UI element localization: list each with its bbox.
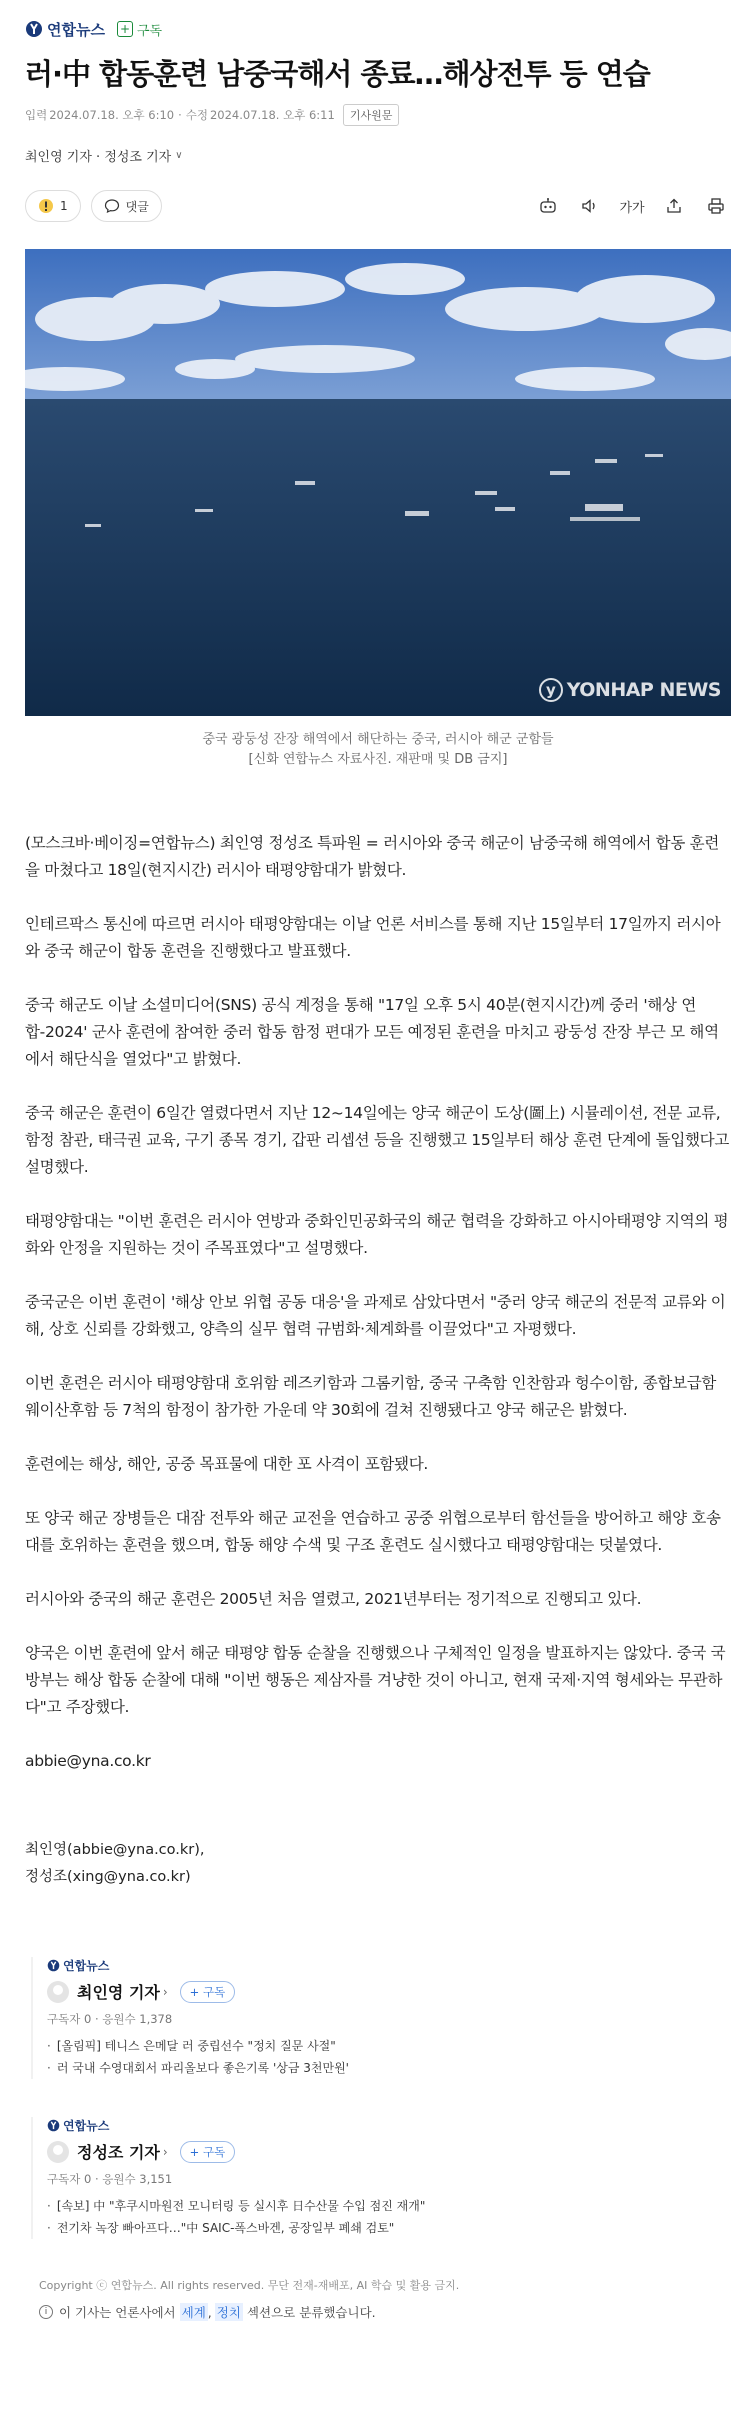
reporter-stats: 구독자 0 · 응원수 3,151: [47, 2172, 173, 2186]
action-bar: [25, 187, 731, 225]
caption-line-1: 중국 광둥성 잔장 해역에서 해단하는 중국, 러시아 해군 군함들: [202, 732, 554, 747]
paragraph: 인테르팍스 통신에 따르면 러시아 태평양함대는 이날 언론 서비스를 통해 지난 15일부터 17일까지 러시아와 중국 해군이 합동 훈련을 진행했다고 발표했다.: [25, 915, 721, 960]
article-photo: [25, 249, 731, 716]
watermark-text: YONHAP NEWS: [566, 679, 721, 701]
reporter-article-link[interactable]: · [올림픽] 테니스 은메달 러 중립선수 "정치 질문 사절": [47, 2035, 731, 2057]
meta-separator: ·: [178, 108, 182, 122]
chevron-down-icon: ∨: [175, 150, 183, 161]
watermark-logo-icon: y: [539, 678, 563, 702]
reaction-group: [25, 190, 172, 222]
speaker-icon: [580, 197, 600, 215]
byline-text: 최인영 기자 · 정성조 기자: [25, 150, 172, 165]
share-button[interactable]: [659, 191, 689, 221]
input-label: 입력: [25, 108, 48, 122]
reporter-press-logo: [47, 2117, 731, 2134]
comment-button[interactable]: [91, 190, 162, 222]
press-logo-text: 연합뉴스: [47, 20, 105, 39]
reporter-press-logo: [47, 1957, 731, 1974]
caption-line-2: [신화 연합뉴스 자료사진. 재판매 및 DB 금지]: [248, 752, 508, 767]
font-size-button[interactable]: 가가: [619, 200, 645, 216]
reporter-subscribe-label: 구독: [202, 1984, 226, 1999]
section-link-politics[interactable]: 정치: [216, 2305, 241, 2320]
modified-time: 2024.07.18. 오후 6:11: [209, 108, 335, 122]
article-meta: [25, 104, 731, 126]
reporter-article-link[interactable]: · 전기차 녹장 빠아프다…"中 SAIC-폭스바겐, 공장일부 폐쇄 검토": [47, 2217, 731, 2239]
listen-button[interactable]: [575, 191, 605, 221]
paragraph: (모스크바·베이징=연합뉴스) 최인영 정성조 특파원 = 러시아와 중국 해군이 남중국해 해역에서 합동 훈련을 마쳤다고 18일(현지시간) 러시아 태평양함대가 밝혔다.: [25, 834, 719, 879]
like-count: 1: [60, 199, 68, 213]
article-body: [25, 830, 731, 1775]
share-icon: [664, 197, 684, 215]
reaction-icon: [38, 198, 54, 214]
subscribe-label: 구독: [136, 23, 163, 39]
original-article-button[interactable]: 기사원문: [343, 104, 400, 126]
chevron-right-icon: ›: [162, 2144, 168, 2159]
byline[interactable]: [25, 146, 731, 165]
reporter-subscribe-button[interactable]: + 구독: [180, 1981, 236, 2003]
paragraph: 러시아와 중국의 해군 훈련은 2005년 처음 열렸고, 2021년부터는 정기적으로 진행되고 있다.: [25, 1590, 642, 1608]
section-classification: [39, 2303, 731, 2321]
robot-icon: [538, 197, 558, 215]
reporter-card: [31, 1957, 731, 2079]
reporter-name-link[interactable]: 최인영 기자: [77, 1983, 160, 2002]
avatar: [47, 1981, 69, 2003]
reporter-card: [31, 2117, 731, 2239]
section-link-world[interactable]: 세계: [181, 2305, 206, 2320]
chevron-right-icon: ›: [162, 1984, 168, 1999]
yonhap-logo-icon: [47, 2119, 60, 2132]
paragraph: 중국군은 이번 훈련이 '해상 안보 위협 공동 대응'을 과제로 삼았다면서 "중러 양국 해군의 전문적 교류와 이해, 상호 신뢰를 강화했고, 양측의 실무 협력 규범화·체계화를 이끌었다"고 자평했다.: [25, 1293, 726, 1338]
yonhap-logo-icon: [25, 20, 43, 38]
reporter-section: [25, 1957, 731, 2239]
paragraph: 중국 해군은 훈련이 6일간 열렸다면서 지난 12~14일에는 양국 해군이 도상(圖上) 시뮬레이션, 전문 교류, 함정 참관, 태극권 교육, 구기 종목 경기, 갑판 리셉션 등을 진행했고 15일부터 해상 훈련 단계에 돌입했다고 설명했다.: [25, 1104, 730, 1176]
classify-prefix: 이 기사는 언론사에서: [59, 2305, 176, 2320]
like-button[interactable]: [25, 190, 81, 222]
reporter-name-row: [47, 1980, 731, 2003]
press-logo[interactable]: [25, 19, 105, 40]
modified-label: 수정: [185, 108, 208, 122]
avatar: [47, 2141, 69, 2163]
paragraph: 태평양함대는 "이번 훈련은 러시아 연방과 중화인민공화국의 해군 협력을 강화하고 아시아태평양 지역의 평화와 안정을 지원하는 것이 주목표였다"고 설명했다.: [25, 1212, 729, 1257]
article-title: 러·中 합동훈련 남중국해서 종료…해상전투 등 연습: [25, 57, 650, 91]
photo-watermark: [539, 678, 721, 702]
reporter-article-list: [47, 2195, 731, 2239]
reporter-press-name: 연합뉴스: [63, 2119, 110, 2133]
reporter-stats: 구독자 0 · 응원수 1,378: [47, 2012, 173, 2026]
summary-button[interactable]: [533, 191, 563, 221]
paragraph: 또 양국 해군 장병들은 대잠 전투와 해군 교전을 연습하고 공중 위협으로부터 함선들을 방어하고 해양 호송대를 호위하는 훈련을 했으며, 합동 해양 수색 및 구조 훈련도 실시했다고 태평양함대는 덧붙였다.: [25, 1509, 721, 1554]
copyright-notice: Copyright ⓒ 연합뉴스. All rights reserved. 무단 전재-재배포, AI 학습 및 활용 금지.: [39, 2279, 460, 2292]
subscribe-button[interactable]: [117, 20, 162, 39]
comment-icon: [104, 198, 120, 214]
reporter-press-name: 연합뉴스: [63, 1959, 110, 1973]
reporter-article-list: [47, 2035, 731, 2079]
reporter-email: abbie@yna.co.kr: [25, 1752, 151, 1770]
classify-suffix: 섹션으로 분류했습니다.: [246, 2305, 376, 2320]
reporter-article-link[interactable]: · 러 국내 수영대회서 파리올보다 좋은기록 '상금 3천만원': [47, 2057, 731, 2079]
signature-line-1: 최인영(abbie@yna.co.kr),: [25, 1842, 205, 1858]
section-separator: ,: [207, 2304, 212, 2320]
paragraph: 중국 해군도 이날 소셜미디어(SNS) 공식 계정을 통해 "17일 오후 5시 40분(현지시간)께 중러 '해상 연합-2024' 군사 훈련에 참여한 중러 합동 함정 편대가 모든 예정된 훈련을 마치고 광둥성 잔장 부근 모 해역에서 해단식을 열었다"고 밝혔다.: [25, 996, 719, 1068]
print-icon: [706, 197, 726, 215]
signature-line-2: 정성조(xing@yna.co.kr): [25, 1869, 191, 1885]
reporter-subscribe-label: 구독: [202, 2144, 226, 2159]
print-button[interactable]: [701, 191, 731, 221]
paragraph: 양국은 이번 훈련에 앞서 해군 태평양 합동 순찰을 진행했으나 구체적인 일정을 발표하지는 않았다. 중국 국방부는 해상 합동 순찰에 대해 "이번 행동은 제삼자를 겨냥한 것이 아니고, 현재 국제·지역 형세와는 무관하다"고 주장했다.: [25, 1644, 726, 1716]
warships-photo: [25, 249, 731, 716]
yonhap-logo-icon: [47, 1959, 60, 1972]
reporter-subscribe-button[interactable]: + 구독: [180, 2141, 236, 2163]
tool-group: [521, 191, 731, 221]
photo-caption: [25, 730, 731, 770]
reporter-name-row: [47, 2140, 731, 2163]
signature: [25, 1837, 731, 1891]
top-bar: [25, 0, 731, 52]
info-icon: i: [39, 2305, 53, 2319]
reporter-name-link[interactable]: 정성조 기자: [77, 2143, 160, 2162]
comment-label: 댓글: [125, 199, 149, 214]
paragraph: 이번 훈련은 러시아 태평양함대 호위함 레즈키함과 그롬키함, 중국 구축함 인찬함과 헝수이함, 종합보급함 웨이산후함 등 7척의 함정이 참가한 가운데 약 30회에 걸쳐 진행됐다고 양국 해군은 밝혔다.: [25, 1374, 717, 1419]
input-time: 2024.07.18. 오후 6:10: [49, 108, 175, 122]
plus-icon: +: [117, 21, 133, 37]
reporter-article-link[interactable]: · [속보] 中 "후쿠시마원전 모니터링 등 실시후 日수산물 수입 점진 재개": [47, 2195, 731, 2217]
paragraph: 훈련에는 해상, 해안, 공중 목표물에 대한 포 사격이 포함됐다.: [25, 1455, 429, 1473]
